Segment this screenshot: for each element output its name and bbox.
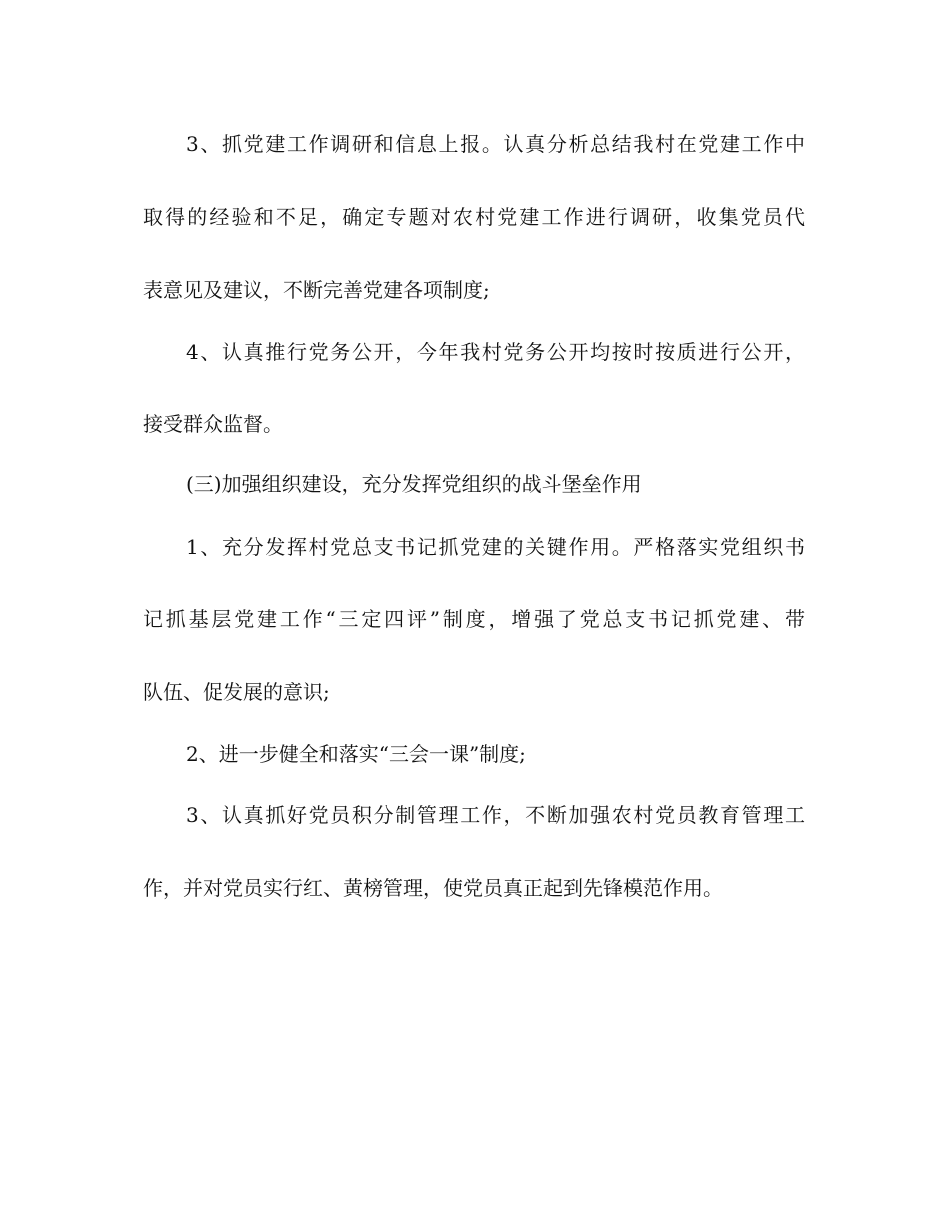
paragraph-4-line-2: 记抓基层党建工作“三定四评”制度，增强了党总支书记抓党建、带 xyxy=(143,607,805,631)
paragraph-2-line-2: 接受群众监督。 xyxy=(143,412,283,436)
paragraph-4-line-1: 1、充分发挥村党总支书记抓党建的关键作用。严格落实党组织书 xyxy=(186,535,805,559)
paragraph-5-line-1: 2、进一步健全和落实“三会一课”制度; xyxy=(186,742,526,766)
paragraph-6-line-2: 作，并对党员实行红、黄榜管理，使党员真正起到先锋模范作用。 xyxy=(143,876,723,900)
paragraph-2-line-1: 4、认真推行党务公开，今年我村党务公开均按时按质进行公开， xyxy=(186,340,805,364)
paragraph-1-line-2: 取得的经验和不足，确定专题对农村党建工作进行调研，收集党员代 xyxy=(143,205,805,229)
paragraph-1-line-1: 3、抓党建工作调研和信息上报。认真分析总结我村在党建工作中 xyxy=(186,132,805,156)
paragraph-4-line-3: 队伍、促发展的意识; xyxy=(143,680,330,704)
section-heading: (三)加强组织建设，充分发挥党组织的战斗堡垒作用 xyxy=(186,472,642,496)
paragraph-6-line-1: 3、认真抓好党员积分制管理工作，不断加强农村党员教育管理工 xyxy=(186,803,805,827)
paragraph-1-line-3: 表意见及建议，不断完善党建各项制度; xyxy=(143,278,490,302)
